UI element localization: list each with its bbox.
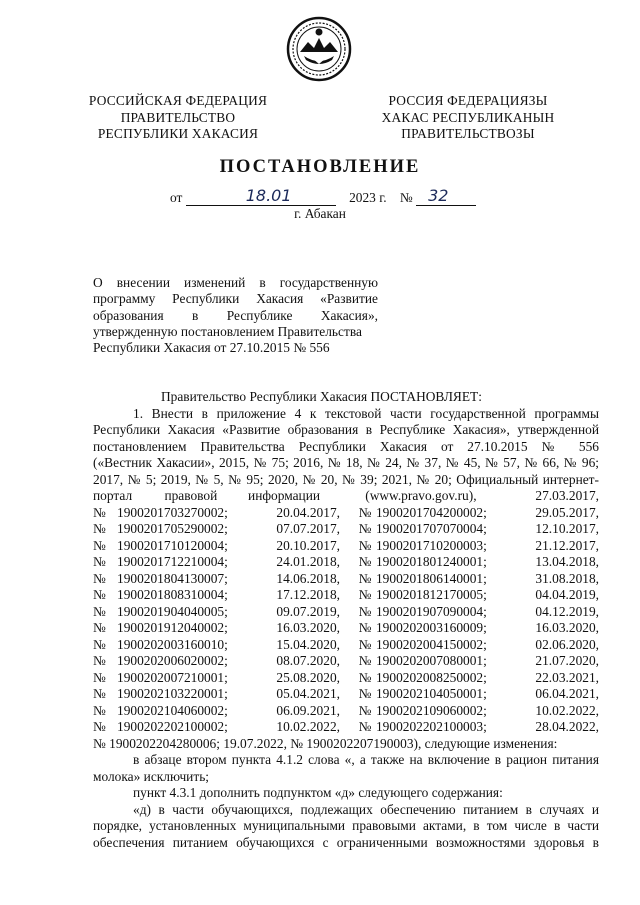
- number-sign-cell: №: [358, 521, 372, 536]
- number-sign-cell: №: [358, 587, 372, 602]
- header-right-line: ХАКАС РЕСПУБЛИКАНЫН: [381, 109, 555, 125]
- date-cell: 22.03.2021,: [535, 669, 599, 685]
- doc-number-cell: 1900202003160009;: [375, 620, 487, 635]
- number-underline: [416, 186, 476, 206]
- number-sign-cell: №: [93, 570, 106, 586]
- table-row: [93, 686, 599, 703]
- table-row: [93, 637, 599, 654]
- portal-word: (www.pravo.gov.ru),: [365, 488, 477, 503]
- date-cell: 06.09.2021,: [276, 702, 340, 718]
- number-sign: №: [399, 190, 413, 205]
- doc-number-cell: 1900202104050001;: [375, 686, 487, 701]
- city-name: г. Абакан: [294, 206, 346, 221]
- date-cell: 16.03.2020,: [276, 620, 340, 635]
- closing-line: № 1900202204280006; 19.07.2022, № 1900202207190003), следующие изменения:: [93, 735, 558, 751]
- subject-line: программу Республики Хакасия «Развитие: [93, 291, 378, 307]
- doc-number-cell: 1900201801240001;: [375, 554, 487, 569]
- number-sign-cell: №: [93, 554, 106, 569]
- doc-number-cell: 1900201712210004;: [117, 554, 228, 569]
- header-left-line: ПРАВИТЕЛЬСТВО: [120, 109, 236, 125]
- number-sign-cell: №: [358, 537, 372, 553]
- header-right-line: ПРАВИТЕЛЬСТВОЗЫ: [401, 126, 535, 142]
- doc-number-cell: 1900201812170005;: [375, 587, 487, 602]
- document-number-table: [93, 505, 599, 736]
- number-sign-cell: №: [93, 686, 106, 701]
- table-row: [93, 604, 599, 621]
- doc-number-cell: 1900201806140001;: [375, 570, 487, 586]
- date-cell: 10.02.2022,: [276, 719, 340, 734]
- table-row: [93, 620, 599, 637]
- subject-block: [93, 275, 378, 356]
- doc-number-cell: 1900201710200003;: [375, 537, 487, 553]
- number-sign-cell: №: [358, 653, 372, 668]
- date-cell: 20.04.2017,: [276, 504, 340, 520]
- amendment-line: «д) в части обучающихся, подлежащих обеспечению питанием в случаях и: [133, 801, 599, 817]
- number-sign-cell: №: [358, 620, 372, 635]
- date-cell: 05.04.2021,: [276, 686, 340, 701]
- subject-line: О внесении изменений в государственную: [93, 275, 378, 290]
- table-row: [93, 653, 599, 670]
- amendment-line: обеспечения питанием обучающихся с ограниченными возможностями здоровья в: [93, 834, 599, 850]
- table-row: [93, 587, 599, 604]
- paragraph-line: Республики Хакасия «Развитие образования в Республике Хакасия», утвержденной: [93, 422, 599, 437]
- doc-number-cell: 1900202004150002;: [375, 636, 487, 652]
- subject-line: Республики Хакасия от 27.10.2015 № 556: [93, 340, 330, 356]
- portal-line: [93, 488, 599, 505]
- number-sign-cell: №: [358, 669, 372, 685]
- portal-word: правовой: [164, 488, 218, 503]
- date-cell: 12.10.2017,: [535, 521, 599, 536]
- doc-number-cell: 1900201703270002;: [117, 504, 228, 520]
- year-text: 2023 г.: [349, 190, 387, 205]
- table-row: [93, 571, 599, 588]
- doc-number-cell: 1900201705290002;: [117, 521, 228, 536]
- date-cell: 20.10.2017,: [276, 537, 340, 553]
- amendment-line: пункт 4.3.1 дополнить подпунктом «д» следующего содержания:: [133, 785, 503, 800]
- number-sign-cell: №: [93, 620, 106, 635]
- doc-number-cell: 1900202202100003;: [375, 719, 487, 734]
- doc-number-cell: 1900202007210001;: [117, 669, 228, 685]
- header-left-line: РОССИЙСКАЯ ФЕДЕРАЦИЯ: [88, 93, 268, 108]
- header-right: [368, 93, 568, 143]
- resolution-intro: Правительство Республики Хакасия ПОСТАНОВЛЯЕТ:: [161, 389, 482, 404]
- doc-number-cell: 1900202008250002;: [375, 669, 487, 685]
- number-sign-cell: №: [93, 603, 106, 619]
- number-sign-cell: №: [93, 504, 106, 520]
- number-sign-cell: №: [93, 719, 106, 734]
- table-row: [93, 505, 599, 522]
- doc-number-cell: 1900201804130007;: [117, 570, 228, 586]
- number-sign-cell: №: [358, 636, 372, 652]
- portal-word: информации: [248, 488, 321, 503]
- doc-number-cell: 1900201710120004;: [117, 537, 228, 553]
- subject-line: утвержденную постановлением Правительства: [93, 323, 362, 339]
- number-sign-cell: №: [358, 719, 372, 734]
- table-row: [93, 719, 599, 736]
- date-cell: 17.12.2018,: [276, 587, 340, 602]
- date-cell: 29.05.2017,: [535, 504, 599, 520]
- date-cell: 21.07.2020,: [535, 653, 599, 668]
- doc-number-cell: 1900201704200002;: [375, 504, 487, 520]
- paragraph-line: 1. Внести в приложение 4 к текстовой части государственной программы: [133, 405, 599, 421]
- doc-number-cell: 1900202104060002;: [117, 702, 228, 718]
- date-underline: [186, 186, 336, 206]
- amendment-line: молока» исключить;: [93, 768, 210, 784]
- date-cell: 15.04.2020,: [276, 636, 340, 652]
- number-sign-cell: №: [93, 587, 106, 602]
- number-sign-cell: №: [358, 554, 372, 569]
- paragraph-line: постановлением Правительства Республики Хакасия от 27.10.2015 № 556: [93, 438, 599, 454]
- header-left: [78, 93, 278, 143]
- amendment-line: в абзаце втором пункта 4.1.2 слова «, а также на включение в рацион питания: [133, 752, 599, 767]
- portal-word: 27.03.2017,: [535, 488, 599, 503]
- doc-number-cell: 1900201907090004;: [375, 603, 487, 619]
- date-cell: 31.08.2018,: [535, 570, 599, 586]
- number-sign-cell: №: [93, 702, 106, 718]
- date-cell: 21.12.2017,: [535, 537, 599, 553]
- number-sign-cell: №: [358, 504, 372, 520]
- doc-number-cell: 1900202006020002;: [117, 653, 228, 668]
- subject-line: образования в Республике Хакасия»,: [93, 307, 378, 323]
- date-cell: 25.08.2020,: [276, 669, 340, 685]
- doc-number-cell: 1900202007080001;: [375, 653, 487, 668]
- number-sign-cell: №: [93, 537, 106, 553]
- document-body: [93, 389, 599, 851]
- doc-number-cell: 1900202003160010;: [117, 636, 228, 652]
- date-cell: 04.12.2019,: [535, 603, 599, 619]
- number-sign-cell: №: [93, 669, 106, 685]
- amendment-line: порядке, установленных муниципальными правовыми актами, в том числе в части: [93, 818, 599, 833]
- date-cell: 16.03.2020,: [535, 620, 599, 635]
- coat-of-arms-emblem: [286, 16, 352, 82]
- handwritten-number: 32: [428, 186, 449, 205]
- date-cell: 02.06.2020,: [535, 636, 599, 652]
- doc-number-cell: 1900201912040002;: [117, 620, 228, 635]
- number-sign-cell: №: [358, 686, 372, 701]
- date-cell: 04.04.2019,: [535, 587, 599, 602]
- number-sign-cell: №: [93, 653, 106, 668]
- number-sign-cell: №: [93, 636, 106, 652]
- date-number-line: [170, 186, 476, 206]
- date-cell: 13.04.2018,: [535, 554, 599, 569]
- doc-number-cell: 1900201904040005;: [117, 603, 228, 619]
- doc-number-cell: 1900201707070004;: [375, 521, 487, 536]
- date-cell: 08.07.2020,: [276, 653, 340, 668]
- portal-word: портал: [93, 488, 133, 503]
- number-sign-cell: №: [358, 603, 372, 619]
- table-row: [93, 670, 599, 687]
- number-sign-cell: №: [358, 702, 372, 718]
- paragraph-line: («Вестник Хакасии», 2015, № 75; 2016, № 18, № 24, № 37, № 45, № 57, № 66, № 96;: [93, 455, 599, 470]
- date-prefix: от: [170, 190, 183, 205]
- date-cell: 14.06.2018,: [276, 570, 340, 586]
- doc-number-cell: 1900202202100002;: [117, 719, 228, 734]
- date-cell: 07.07.2017,: [276, 521, 340, 536]
- paragraph-line: 2017, № 5; 2019, № 5, № 95; 2020, № 20, № 39; 2021, № 20; Официальный интернет-: [93, 471, 599, 487]
- number-sign-cell: №: [93, 521, 106, 536]
- header-right-line: РОССИЯ ФЕДЕРАЦИЯЗЫ: [388, 93, 548, 108]
- table-row: [93, 521, 599, 538]
- document-title: ПОСТАНОВЛЕНИЕ: [219, 157, 421, 177]
- number-sign-cell: №: [358, 570, 372, 586]
- date-cell: 28.04.2022,: [535, 719, 599, 734]
- doc-number-cell: 1900202109060002;: [375, 702, 487, 718]
- table-row: [93, 554, 599, 571]
- date-cell: 24.01.2018,: [276, 554, 340, 569]
- table-row: [93, 703, 599, 720]
- date-cell: 09.07.2019,: [276, 603, 340, 619]
- handwritten-date: 18.01: [245, 186, 292, 205]
- header-left-line: РЕСПУБЛИКИ ХАКАСИЯ: [97, 126, 259, 142]
- doc-number-cell: 1900201808310004;: [117, 587, 228, 602]
- doc-number-cell: 1900202103220001;: [117, 686, 228, 701]
- table-row: [93, 538, 599, 555]
- date-cell: 06.04.2021,: [535, 686, 599, 701]
- date-cell: 10.02.2022,: [535, 702, 599, 718]
